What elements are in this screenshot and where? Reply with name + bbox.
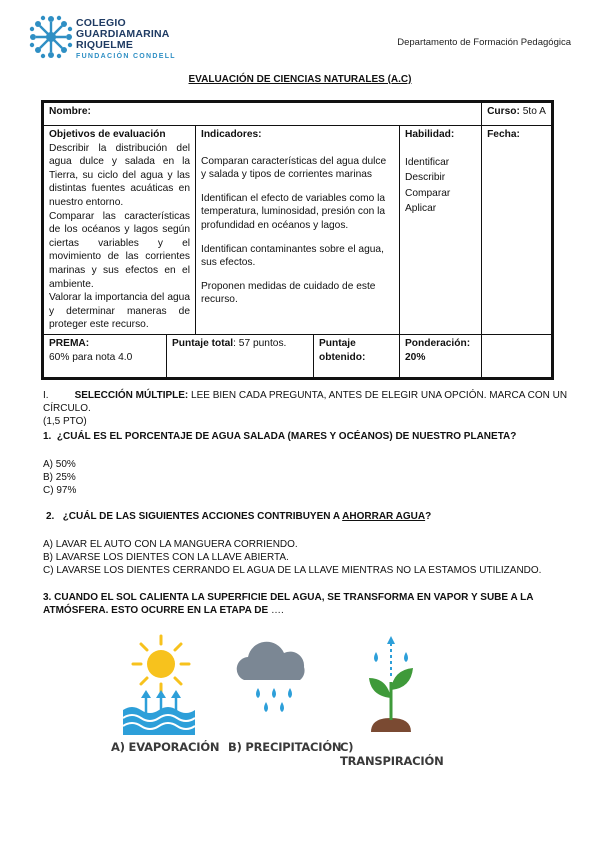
question-3 bbox=[43, 591, 578, 617]
question-2-text: 2. ¿CUÁL DE LAS SIGUIENTES ACCIONES CONTRIBUYEN A AHORRAR AGUA? bbox=[46, 511, 432, 522]
nombre-cell[interactable]: Nombre: bbox=[43, 102, 482, 126]
ponderacion-cell: Ponderación: 20% bbox=[400, 334, 482, 378]
puntaje-total-cell: Puntaje total: 57 puntos. bbox=[167, 334, 314, 378]
objetivos-cell: Objetivos de evaluación Describir la distribución del agua dulce y salada en la Tierra, su ciclo del agua y las distintas fuentes acuáticas en nuestro entorno. Comparar las características de los océanos y lagos según ciertas variables y el movimiento de las corrientes marinas y sus efectos en el ambiente. Valorar la importancia del agua y determinar maneras de proteger este recurso. bbox=[43, 126, 196, 335]
question-3-text: 3. CUANDO EL SOL CALIENTA LA SUPERFICIE DEL AGUA, SE TRANSFORMA EN VAPOR Y SUBE A LA ATMÓSFERA. ESTO OCURRE EN LA ETAPA DE …. bbox=[43, 592, 534, 616]
option-3b[interactable]: B) PRECIPITACIÓN bbox=[228, 740, 342, 754]
option-3a[interactable]: A) EVAPORACIÓN bbox=[111, 740, 220, 754]
compass-emblem-icon bbox=[28, 14, 74, 60]
option-2c[interactable]: C) LAVARSE LOS DIENTES CERRANDO EL AGUA DE LA LLAVE MIENTRAS NO LA ESTAMOS UTILIZANDO. bbox=[43, 565, 542, 576]
precipitation-icon[interactable] bbox=[237, 642, 305, 712]
page-header bbox=[28, 12, 573, 68]
question-1-text: 1. ¿CUÁL ES EL PORCENTAJE DE AGUA SALADA (MARES Y OCÉANOS) DE NUESTRO PLANETA? bbox=[43, 431, 517, 442]
school-name: COLEGIO GUARDIAMARINA RIQUELME bbox=[76, 17, 170, 51]
option-2b[interactable]: B) LAVARSE LOS DIENTES CON LA LLAVE ABIERTA. bbox=[43, 552, 289, 563]
curso-cell: Curso: 5to A bbox=[482, 102, 553, 126]
puntaje-obtenido-cell[interactable]: Puntaje obtenido: bbox=[314, 334, 400, 378]
option-1c[interactable]: C) 97% bbox=[43, 485, 77, 496]
water-cycle-options bbox=[108, 632, 448, 768]
evaluation-info-table bbox=[41, 100, 554, 380]
indicadores-cell: Indicadores: Comparan características del agua dulce y salada y tipos de corrientes marinas Identifican el efecto de variables como la temperatura, luminosidad, presión con la profundidad en océanos y lagos. Identifican contaminantes sobre el agua, sus efectos. Proponen medidas de cuidado de este recurso. bbox=[196, 126, 400, 335]
question-1 bbox=[43, 430, 578, 497]
empty-cell bbox=[482, 334, 553, 378]
option-1b[interactable]: B) 25% bbox=[43, 472, 76, 483]
water-cycle-illustration bbox=[108, 632, 448, 737]
transpiration-icon[interactable] bbox=[369, 636, 413, 732]
school-foundation: FUNDACIÓN CONDELL bbox=[76, 53, 176, 60]
prema-cell: PREMA: 60% para nota 4.0 bbox=[43, 334, 167, 378]
department-label: Departamento de Formación Pedagógica bbox=[397, 37, 571, 48]
habilidad-cell: Habilidad: Identificar Describir Comparar Aplicar bbox=[400, 126, 482, 335]
option-3c[interactable]: C) TRANSPIRACIÓN bbox=[340, 740, 444, 768]
option-1a[interactable]: A) 50% bbox=[43, 459, 76, 470]
question-2 bbox=[43, 510, 578, 577]
school-logo bbox=[28, 12, 188, 64]
section-instructions: I. SELECCIÓN MÚLTIPLE: LEE BIEN CADA PREGUNTA, ANTES DE ELEGIR UNA OPCIÓN. MARCA CON UN CÍRCULO. (1,5 PTO) bbox=[43, 390, 568, 427]
evaluation-title: EVALUACIÓN DE CIENCIAS NATURALES (A.C) bbox=[188, 74, 412, 85]
fecha-cell[interactable]: Fecha: bbox=[482, 126, 553, 335]
evaporation-icon[interactable] bbox=[123, 636, 195, 735]
option-2a[interactable]: A) LAVAR EL AUTO CON LA MANGUERA CORRIENDO. bbox=[43, 539, 298, 550]
